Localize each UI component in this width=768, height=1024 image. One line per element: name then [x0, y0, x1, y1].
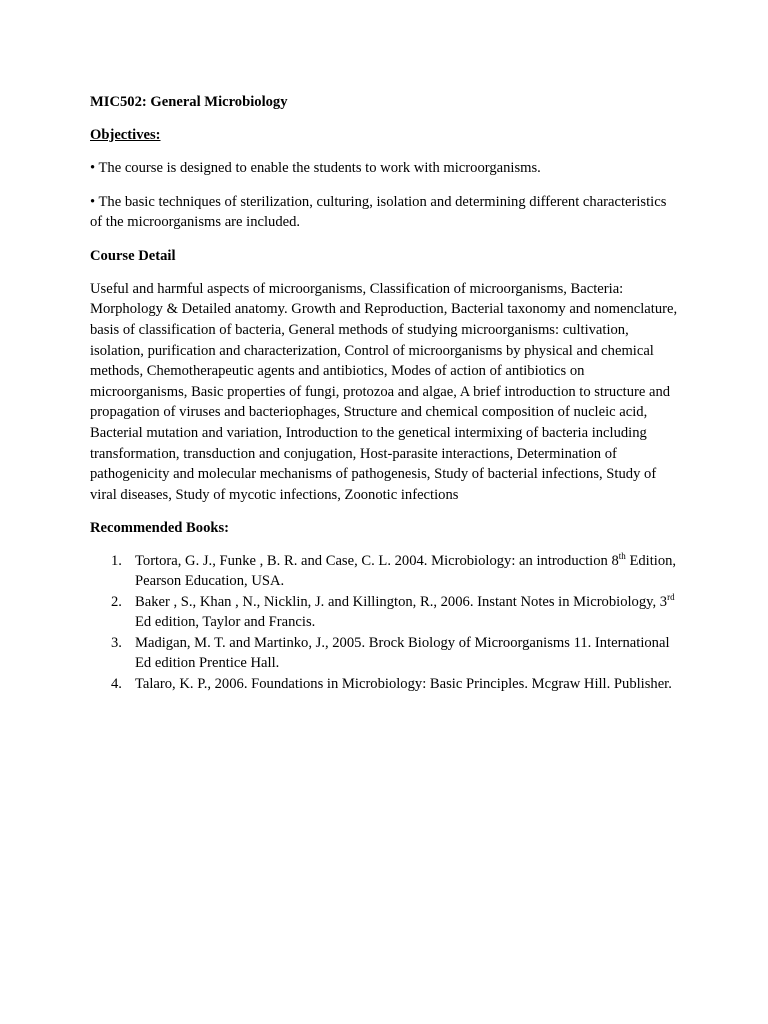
recommended-books-list: [90, 551, 680, 694]
book-number: 4.: [111, 676, 122, 693]
document-page: [90, 92, 680, 695]
book-text: Tortora, G. J., Funke , B. R. and Case, C. L. 2004. Microbiology: an introduction 8: [135, 553, 619, 570]
book-number: 3.: [111, 635, 122, 652]
objectives-heading-text: Objectives:: [90, 127, 161, 143]
recommended-books-heading: Recommended Books:: [90, 520, 230, 537]
book-superscript: rd: [667, 592, 675, 603]
objectives-heading: [90, 125, 680, 145]
book-text-continued: Edition, Pearson Education, USA.: [135, 553, 677, 590]
course-detail-body: Useful and harmful aspects of microorganisms, Classification of microorganisms, Bacteria: Morphology & Detailed anatomy. Growth and Reproduction, Bacterial taxonomy and nomenclature, basis of classification of bacteria, General methods of studying microorganisms: cultivation, isolation, purification and characterization, Control of microorganisms by physical and chemical methods, Chemotherapeutic agents and antibiotics, Modes of action of antibiotics on microorganisms, Basic properties of fungi, protozoa and algae, A brief introduction to structure and propagation of viruses and bacteriophages, Structure and chemical composition of nucleic acid, Bacterial mutation and variation, Introduction to the genetical intermixing of bacteria including transformation, transduction and conjugation, Host-parasite interactions, Determination of pathogenicity and molecular mechanisms of pathogenesis, Study of bacterial infections, Study of viral diseases, Study of mycotic infections, Zoonotic infections: [90, 280, 678, 503]
book-text: Madigan, M. T. and Martinko, J., 2005. Brock Biology of Microorganisms 11. International Ed edition Prentice Hall.: [135, 635, 670, 672]
book-number: 2.: [111, 594, 122, 611]
course-title: MIC502: General Microbiology: [90, 94, 288, 110]
book-number: 1.: [111, 553, 122, 570]
book-item: [90, 633, 680, 673]
book-text: Talaro, K. P., 2006. Foundations in Microbiology: Basic Principles. Mcgraw Hill. Publisher.: [135, 676, 672, 693]
book-item: [90, 551, 680, 591]
book-text-continued: Ed edition, Taylor and Francis.: [135, 614, 316, 631]
book-item: [90, 592, 680, 632]
book-superscript: th: [618, 551, 626, 562]
book-item: [90, 674, 680, 694]
objective-item-2: • The basic techniques of sterilization, culturing, isolation and determining different characteristics of the microorganisms are included.: [90, 193, 667, 231]
objective-item-1: • The course is designed to enable the students to work with microorganisms.: [90, 160, 541, 176]
course-detail-heading: Course Detail: [90, 247, 176, 264]
book-text: Baker , S., Khan , N., Nicklin, J. and Killington, R., 2006. Instant Notes in Microbiology, 3: [135, 594, 668, 611]
